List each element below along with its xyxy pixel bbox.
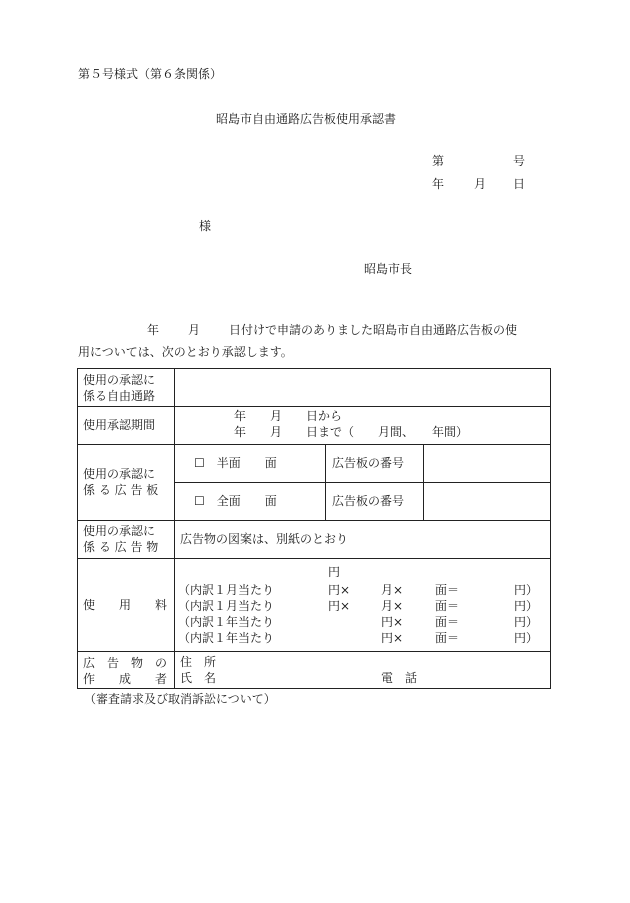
fee-rate-2: 円×: [328, 599, 351, 613]
body-line-2: 用については、次のとおり承認します。: [78, 345, 293, 359]
fee-yen-1: 円）: [514, 583, 539, 597]
fee-breakdown-row-3: （内訳１年当たり: [178, 615, 275, 629]
phone-label: 電 話: [381, 671, 418, 685]
fee-breakdown-row-1: （内訳１月当たり: [178, 583, 275, 597]
board-option-full: ☐ 全面 面: [194, 494, 277, 508]
footnote: （審査請求及び取消訴訟について）: [84, 692, 276, 706]
board-option-half: ☐ 半面 面: [194, 456, 277, 470]
sender: 昭島市長: [364, 262, 413, 276]
fee-rate-4: 円×: [381, 631, 404, 645]
body-month: 月: [188, 323, 201, 337]
ad-value: 広告物の図案は、別紙のとおり: [180, 532, 349, 546]
body-line-1-text: 日付けで申請のありました昭島市自由通路広告板の使: [229, 323, 518, 337]
approval-table: [77, 368, 551, 689]
fee-label: 使 用 料: [83, 598, 168, 612]
addressee-suffix: 様: [199, 219, 212, 233]
period-from: 年 月 日から: [234, 409, 343, 423]
fee-breakdown-row-4: （内訳１年当たり: [178, 631, 275, 645]
date-day: 日: [513, 177, 526, 191]
fee-month-2: 月×: [381, 599, 404, 613]
body-year: 年: [147, 323, 160, 337]
number-suffix: 号: [513, 154, 526, 168]
board-number-label-2: 広告板の番号: [332, 494, 405, 508]
fee-face-2: 面＝: [435, 599, 460, 613]
fee-yen-2: 円）: [514, 599, 539, 613]
number-label: 第: [432, 154, 445, 168]
date-year: 年: [432, 177, 445, 191]
document-title: 昭島市自由通路広告板使用承認書: [216, 112, 397, 126]
fee-yen-3: 円）: [514, 615, 539, 629]
fee-face-4: 面＝: [435, 631, 460, 645]
address-label: 住 所: [180, 655, 217, 669]
creator-label: 広 告 物 の 作 成 者: [83, 656, 168, 686]
form-number: 第５号様式（第６条関係）: [78, 67, 223, 81]
period-to: 年 月 日まで（ 月間、 年間）: [234, 425, 469, 439]
ad-label: 使用の承認に 係 る 広 告 物: [83, 524, 159, 554]
fee-breakdown-row-2: （内訳１月当たり: [178, 599, 275, 613]
fee-face-3: 面＝: [435, 615, 460, 629]
fee-total-unit: 円: [328, 565, 341, 579]
fee-rate-3: 円×: [381, 615, 404, 629]
route-label: 使用の承認に 係る自由通路: [83, 373, 156, 403]
fee-yen-4: 円）: [514, 631, 539, 645]
date-month: 月: [474, 177, 487, 191]
name-label: 氏 名: [180, 671, 217, 685]
fee-month-1: 月×: [381, 583, 404, 597]
board-number-label-1: 広告板の番号: [332, 456, 405, 470]
period-label: 使用承認期間: [83, 418, 156, 432]
board-label: 使用の承認に 係 る 広 告 板: [83, 467, 159, 497]
fee-face-1: 面＝: [435, 583, 460, 597]
fee-rate-1: 円×: [328, 583, 351, 597]
